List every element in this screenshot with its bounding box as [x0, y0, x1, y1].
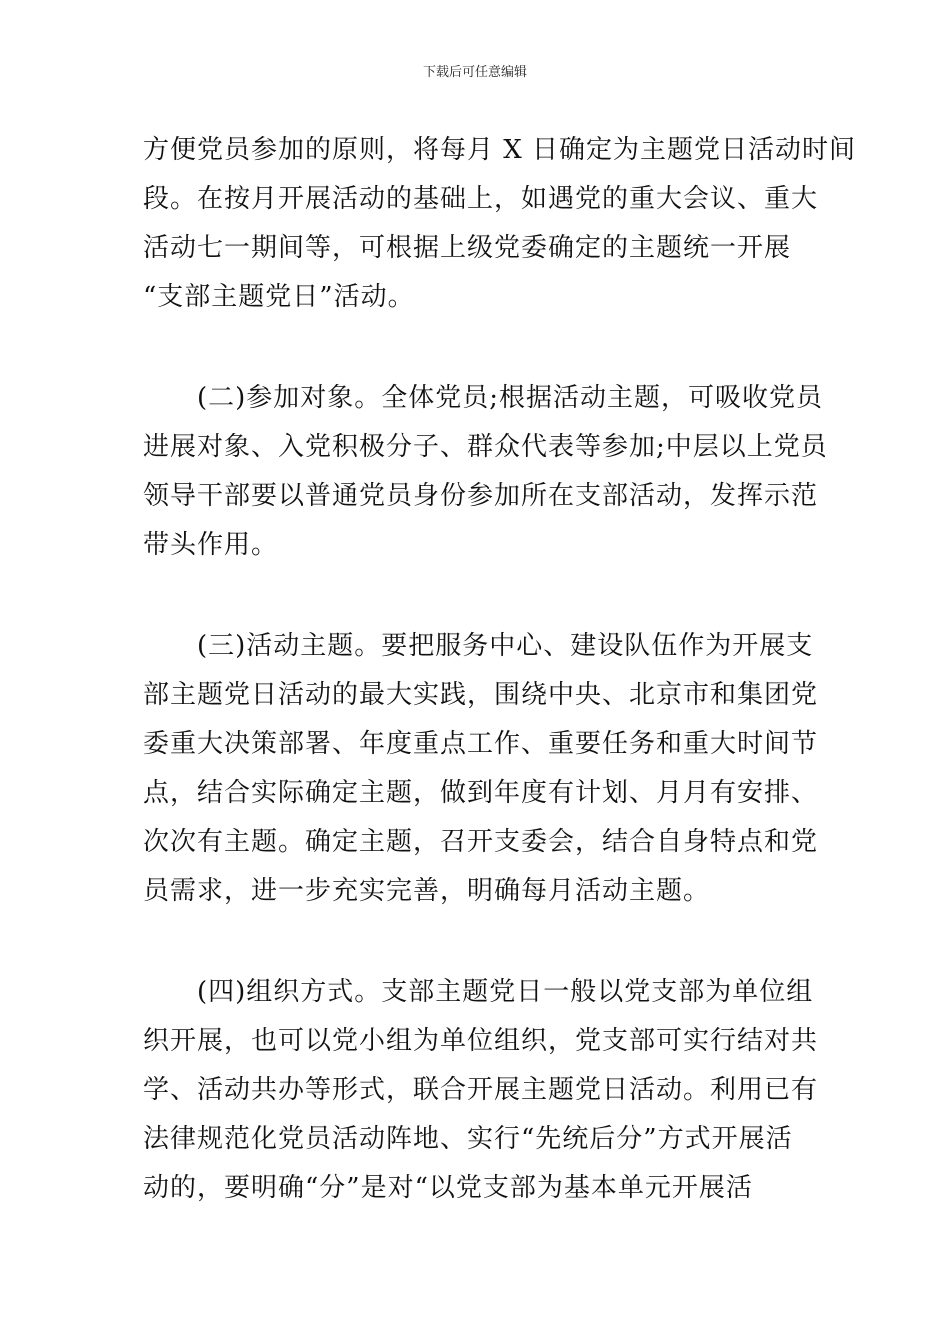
text-line: 委重大决策部署、年度重点工作、重要任务和重大时间节	[143, 729, 819, 759]
text-line: 员需求，进一步充实完善，明确每月活动主题。	[143, 876, 711, 906]
text-line: 点，结合实际确定主题，做到年度有计划、月月有安排、	[143, 778, 819, 808]
text-line: 带头作用。	[143, 530, 279, 560]
text-line: 部主题党日活动的最大实践，围绕中央、北京市和集团党	[143, 680, 819, 710]
text-line: “支部主题党日”活动。	[143, 282, 415, 312]
paragraph-continuation	[143, 126, 857, 322]
page-header: 下载后可任意编辑	[422, 65, 527, 80]
text-line: (二)参加对象。全体党员;根据活动主题，可吸收党员	[197, 383, 824, 413]
paragraph-organization	[143, 968, 819, 1213]
text-line: (四)组织方式。支部主题党日一般以党支部为单位组	[197, 977, 814, 1007]
text-line: (三)活动主题。要把服务中心、建设队伍作为开展支	[197, 631, 814, 661]
text-line: 织开展，也可以党小组为单位组织，党支部可实行结对共	[143, 1026, 819, 1056]
text-line: 次次有主题。确定主题，召开支委会，结合自身特点和党	[143, 827, 819, 857]
text-line: 方便党员参加的原则，将每月 X 日确定为主题党日活动时间	[143, 135, 857, 165]
text-line: 学、活动共办等形式，联合开展主题党日活动。利用已有	[143, 1075, 819, 1105]
paragraph-activity-theme	[143, 622, 819, 916]
paragraph-participants	[143, 374, 828, 570]
text-line: 进展对象、入党积极分子、群众代表等参加;中层以上党员	[143, 432, 828, 462]
text-line: 动的，要明确“分”是对“以党支部为基本单元开展活	[143, 1173, 753, 1203]
text-line: 领导干部要以普通党员身份参加所在支部活动，发挥示范	[143, 481, 819, 511]
document-body	[143, 126, 857, 1213]
text-line: 段。在按月开展活动的基础上，如遇党的重大会议、重大	[143, 184, 819, 214]
text-line: 活动七一期间等，可根据上级党委确定的主题统一开展	[143, 233, 792, 263]
text-line: 法律规范化党员活动阵地、实行“先统后分”方式开展活	[143, 1124, 793, 1154]
